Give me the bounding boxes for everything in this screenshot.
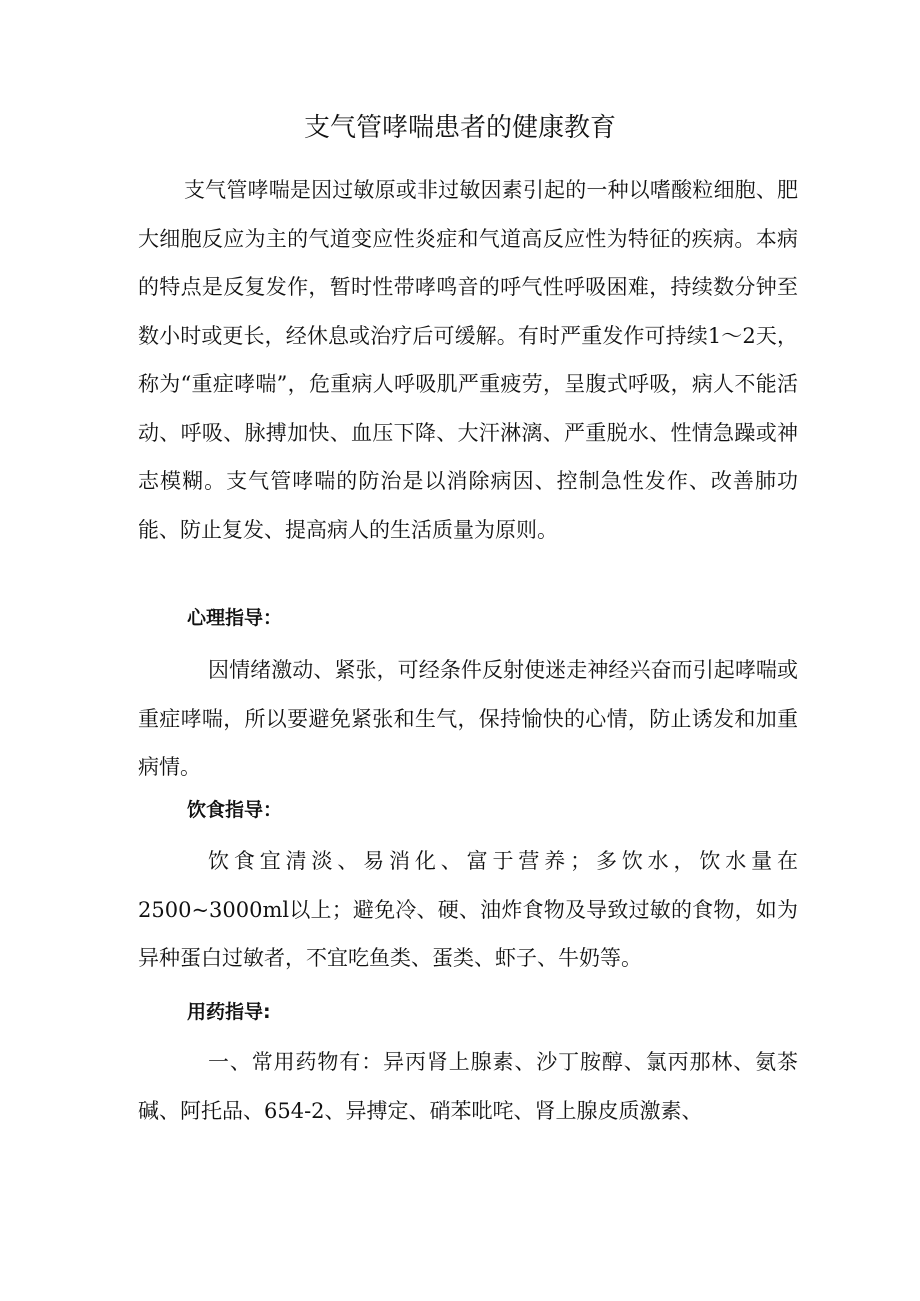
section-heading-diet: 饮食指导： <box>187 799 283 821</box>
section-text-diet: 饮食宜清淡、易消化、富于营养；多饮水，饮水量在2500~3000ml以上；避免冷、硬、油炸食物及导致过敏的食物，如为异种蛋白过敏者，不宜吃鱼类、蛋类、虾子、牛奶等。 <box>138 849 798 970</box>
document-title: 支气管哮喘患者的健康教育 <box>303 113 616 143</box>
intro-paragraph: 支气管哮喘是因过敏原或非过敏因素引起的一种以嗜酸粒细胞、肥大细胞反应为主的气道变应性炎症和气道高反应性为特征的疾病。本病的特点是反复发作，暂时性带哮鸣音的呼气性呼吸困难，持续数分钟至数小时或更长，经休息或治疗后可缓解。有时严重发作可持续1～2天，称为“重症哮喘”，危重病人呼吸肌严重疲劳，呈腹式呼吸，病人不能活动、呼吸、脉搏加快、血压下降、大汗淋漓、严重脱水、性情急躁或神志模糊。支气管哮喘的防治是以消除病因、控制急性发作、改善肺功能、防止复发、提高病人的生活质量为原则。 <box>138 178 798 542</box>
section-text-psychological: 因情绪激动、紧张，可经条件反射使迷走神经兴奋而引起哮喘或重症哮喘，所以要避免紧张和生气，保持愉快的心情，防止诱发和加重病情。 <box>138 658 798 779</box>
section-heading-psychological: 心理指导： <box>187 607 283 629</box>
section-heading-medication: 用药指导: <box>187 1001 271 1023</box>
section-text-medication: 一、常用药物有：异丙肾上腺素、沙丁胺醇、氯丙那林、氨茶碱、阿托品、654-2、异搏定、硝苯吡咤、肾上腺皮质激素、 <box>138 1050 798 1123</box>
